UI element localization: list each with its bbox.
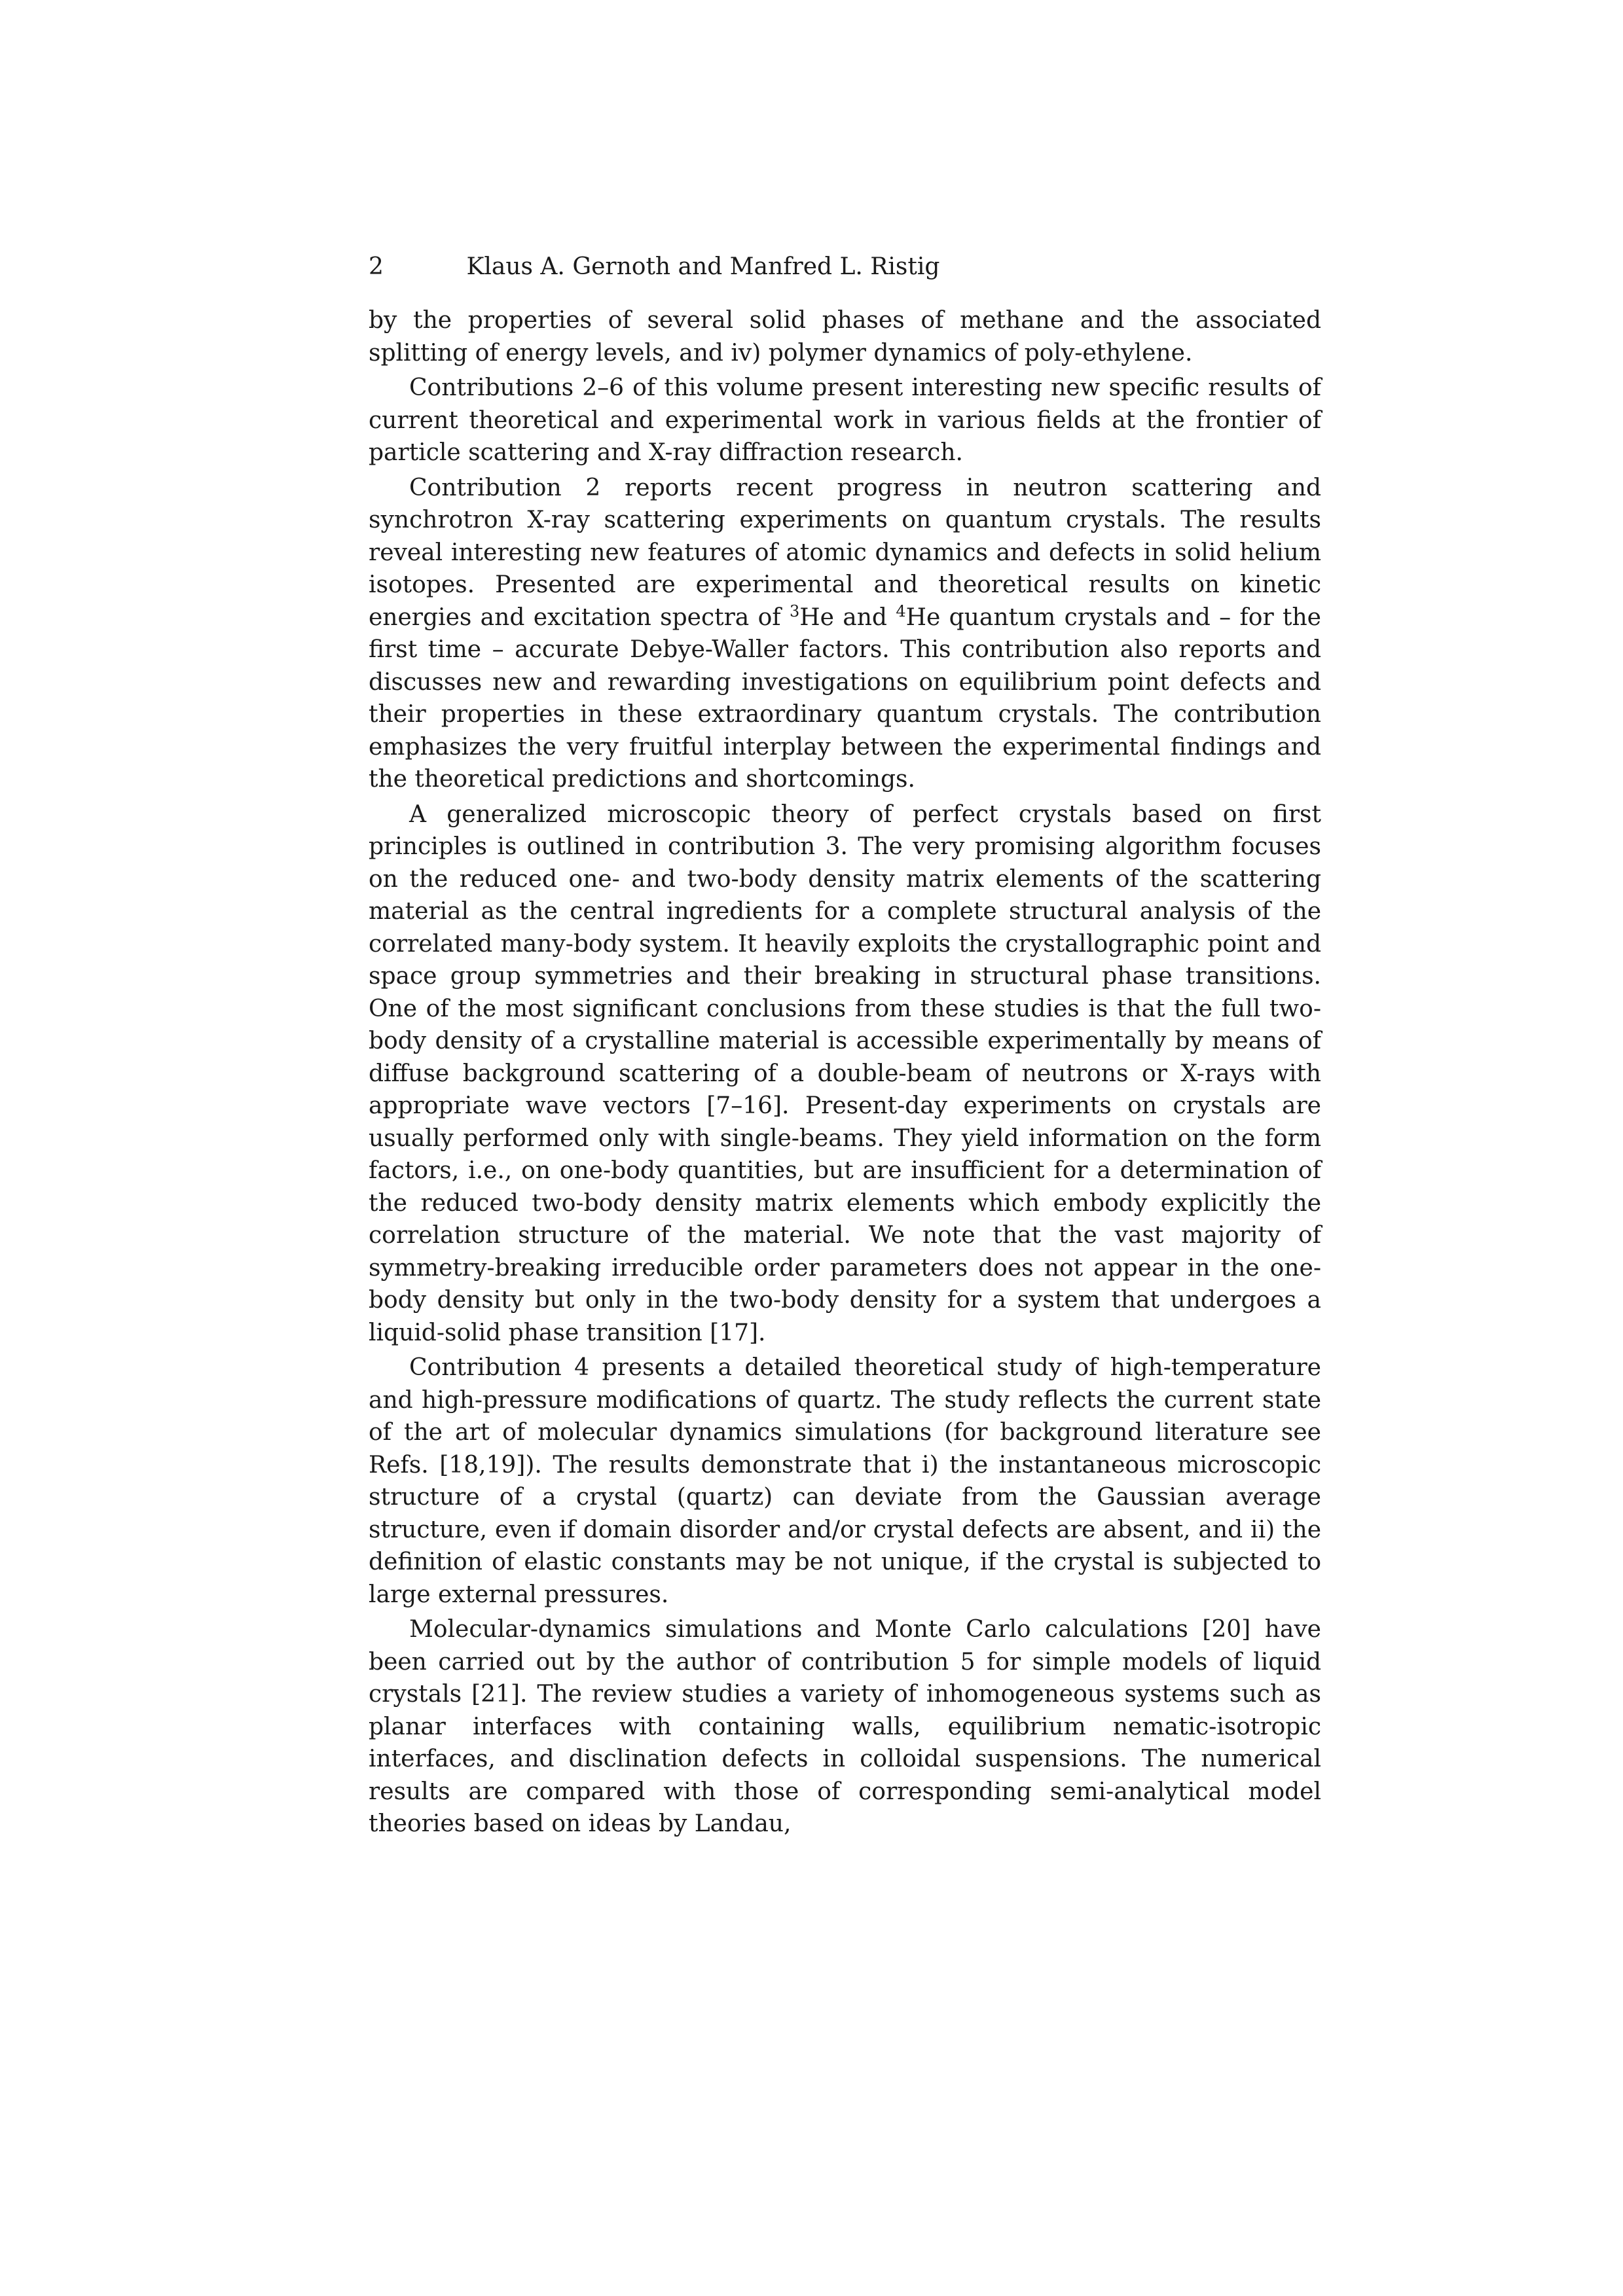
paragraph-text: He and (799, 603, 896, 631)
paragraph-contribution-4: Contribution 4 presents a detailed theoretical study of high-temperature and high-pressure modifications of quartz. The study reflects the current state of the art of molecular dynamics simulations (for background literature see Refs. [18,19]). The results demonstrate that i) the instantaneous microscopic structure of a crystal (quartz) can deviate from the Gaussian average structure, even if domain disorder and/or crystal defects are absent, and ii) the definition of elastic constants may be not unique, if the crystal is subjected to large external pressures. (369, 1354, 1321, 1608)
body-text (369, 304, 1321, 1843)
superscript-isotope: 3 (789, 601, 800, 620)
paragraph-text: Contribution 2 reports recent progress in neutron scattering and synchrotron X-ray scattering experiments on quantum crystals. The results reveal interesting new features of atomic dynamics and defects in solid helium isotopes. Presented are experimental and theoretical results on kinetic energies and excitation spectra of (369, 474, 1321, 631)
paragraph-contribution-3: A generalized microscopic theory of perfect crystals based on first principles is outlined in contribution 3. The very promising algorithm focuses on the reduced one- and two-body density matrix elements of the scattering material as the central ingredients for a complete structural analysis of the correlated many-body system. It heavily exploits the crystallographic point and space group symmetries and their breaking in structural phase transitions. One of the most significant conclusions from these studies is that the full two-body density of a crystalline material is accessible experimentally by means of diffuse background scattering of a double-beam of neutrons or X-rays with appropriate wave vectors [7–16]. Present-day experiments on crystals are usually performed only with single-beams. They yield information on the form factors, i.e., on one-body quantities, but are insufficient for a determination of the reduced two-body density matrix elements which embody explicitly the correlation structure of the material. We note that the vast majority of symmetry-breaking irreducible order parameters does not appear in the one-body density but only in the two-body density for a system that undergoes a liquid-solid phase transition [17]. (369, 800, 1321, 1346)
page-number: 2 (369, 253, 384, 280)
paragraph-text: He quantum crystals and – for the first time – accurate Debye-Waller factors. This contribution also reports and discusses new and rewarding investigations on equilibrium point defects and their properties in these extraordinary quantum crystals. The contribution emphasizes the very fruitful interplay between the experimental findings and the theoretical predictions and shortcomings. (369, 603, 1321, 793)
paragraph-contribution-2 (369, 472, 1321, 796)
running-head: Klaus A. Gernoth and Manfred L. Ristig (466, 253, 940, 280)
page-header (369, 247, 1321, 287)
superscript-isotope: 4 (896, 601, 906, 620)
paragraph-contribution-5: Molecular-dynamics simulations and Monte Carlo calculations [20] have been carried out by the author of contribution 5 for simple models of liquid crystals [21]. The review studies a variety of inhomogeneous systems such as planar interfaces with containing walls, equilibrium nematic-isotropic interfaces, and disclination defects in colloidal suspensions. The numerical results are compared with those of corresponding semi-analytical model theories based on ideas by Landau, (369, 1616, 1321, 1837)
paragraph-contributions-overview: Contributions 2–6 of this volume present interesting new specific results of current theoretical and experimental work in various fields at the frontier of particle scattering and X-ray diffraction research. (369, 374, 1321, 466)
paragraph-continued: by the properties of several solid phases of methane and the associated splitting of energy levels, and iv) polymer dynamics of poly-ethylene. (369, 307, 1321, 367)
